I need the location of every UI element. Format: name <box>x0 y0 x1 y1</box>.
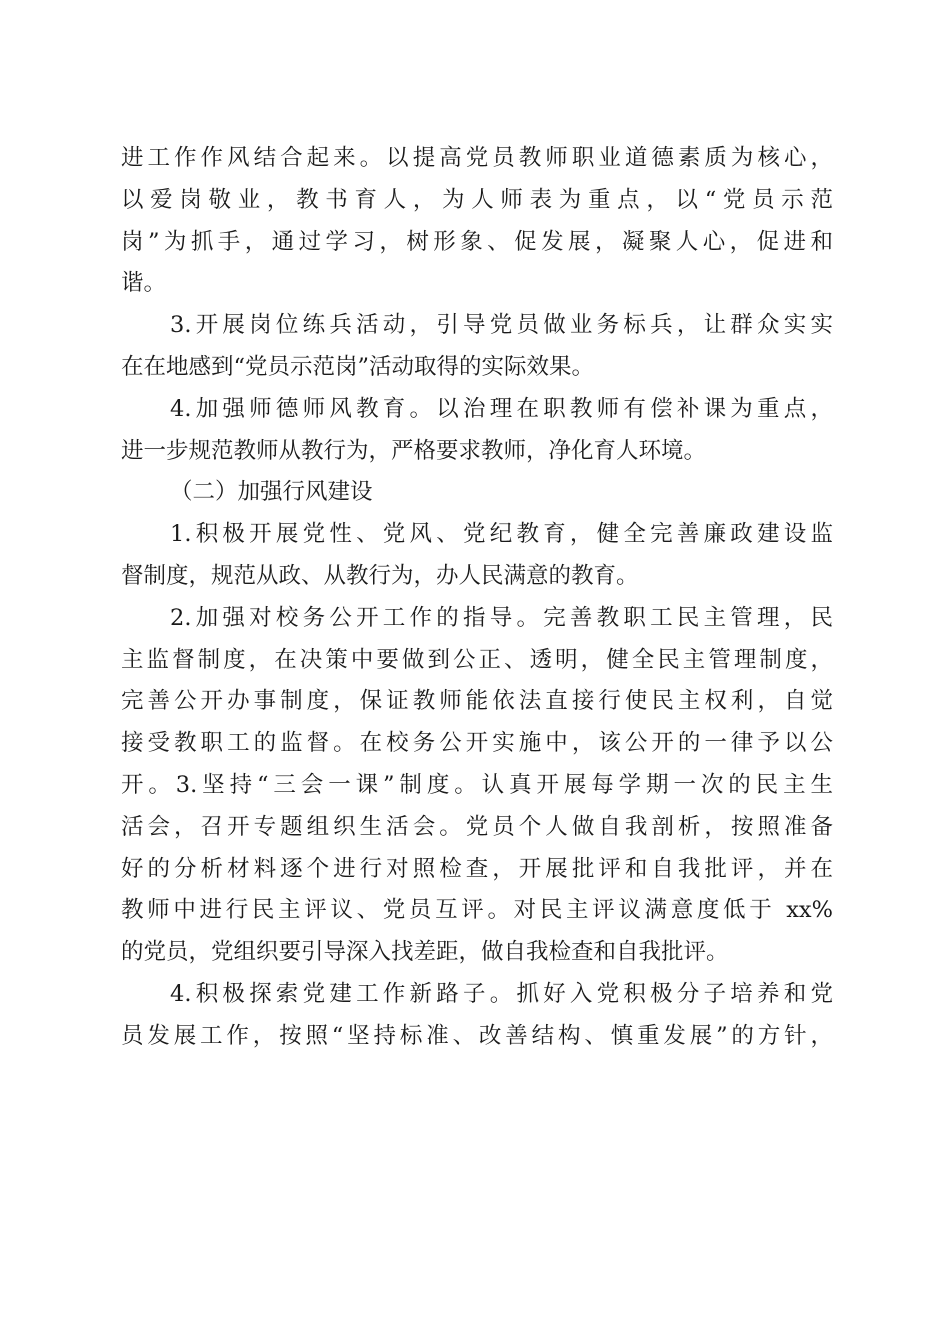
text-line: 员发展工作，按照“坚持标准、改善结构、慎重发展”的方针， <box>121 1022 833 1049</box>
text-line: 谐。 <box>121 270 167 297</box>
text-line: 2.加强对校务公开工作的指导。完善教职工民主管理，民 <box>170 604 833 631</box>
text-line: 以爱岗敬业，教书育人，为人师表为重点，以“党员示范 <box>121 186 833 213</box>
text-line: 完善公开办事制度，保证教师能依法直接行使民主权利，自觉 <box>121 688 833 715</box>
text-line: 教师中进行民主评议、党员互评。对民主评议满意度低于 xx% <box>121 897 833 924</box>
text-line: 进工作作风结合起来。以提高党员教师职业道德素质为核心， <box>121 145 833 171</box>
text-line: 接受教职工的监督。在校务公开实施中，该公开的一律予以公 <box>121 730 833 757</box>
text-line: 1.积极开展党性、党风、党纪教育，健全完善廉政建设监 <box>170 521 833 548</box>
text-line: 在在地感到“党员示范岗”活动取得的实际效果。 <box>121 353 595 380</box>
text-line: 开。3.坚持“三会一课”制度。认真开展每学期一次的民主生 <box>121 771 833 798</box>
text-line: 4.积极探索党建工作新路子。抓好入党积极分子培养和党 <box>170 980 833 1007</box>
text-line: 进一步规范教师从教行为，严格要求教师，净化育人环境。 <box>121 437 707 464</box>
text-line: 4.加强师德师风教育。以治理在职教师有偿补课为重点， <box>170 395 833 422</box>
text-line: 督制度，规范从政、从教行为，办人民满意的教育。 <box>121 562 639 589</box>
text-line: 3.开展岗位练兵活动，引导党员做业务标兵，让群众实实 <box>170 312 833 339</box>
text-line: 的党员，党组织要引导深入找差距，做自我检查和自我批评。 <box>121 939 729 966</box>
section-heading: （二）加强行风建设 <box>170 479 373 506</box>
text-line: 活会，召开专题组织生活会。党员个人做自我剖析，按照准备 <box>121 813 833 840</box>
text-line: 好的分析材料逐个进行对照检查，开展批评和自我批评，并在 <box>121 855 833 882</box>
text-line: 岗”为抓手，通过学习，树形象、促发展，凝聚人心，促进和 <box>121 228 833 255</box>
document-body <box>121 138 833 1058</box>
text-line: 主监督制度，在决策中要做到公正、透明，健全民主管理制度， <box>121 646 833 673</box>
